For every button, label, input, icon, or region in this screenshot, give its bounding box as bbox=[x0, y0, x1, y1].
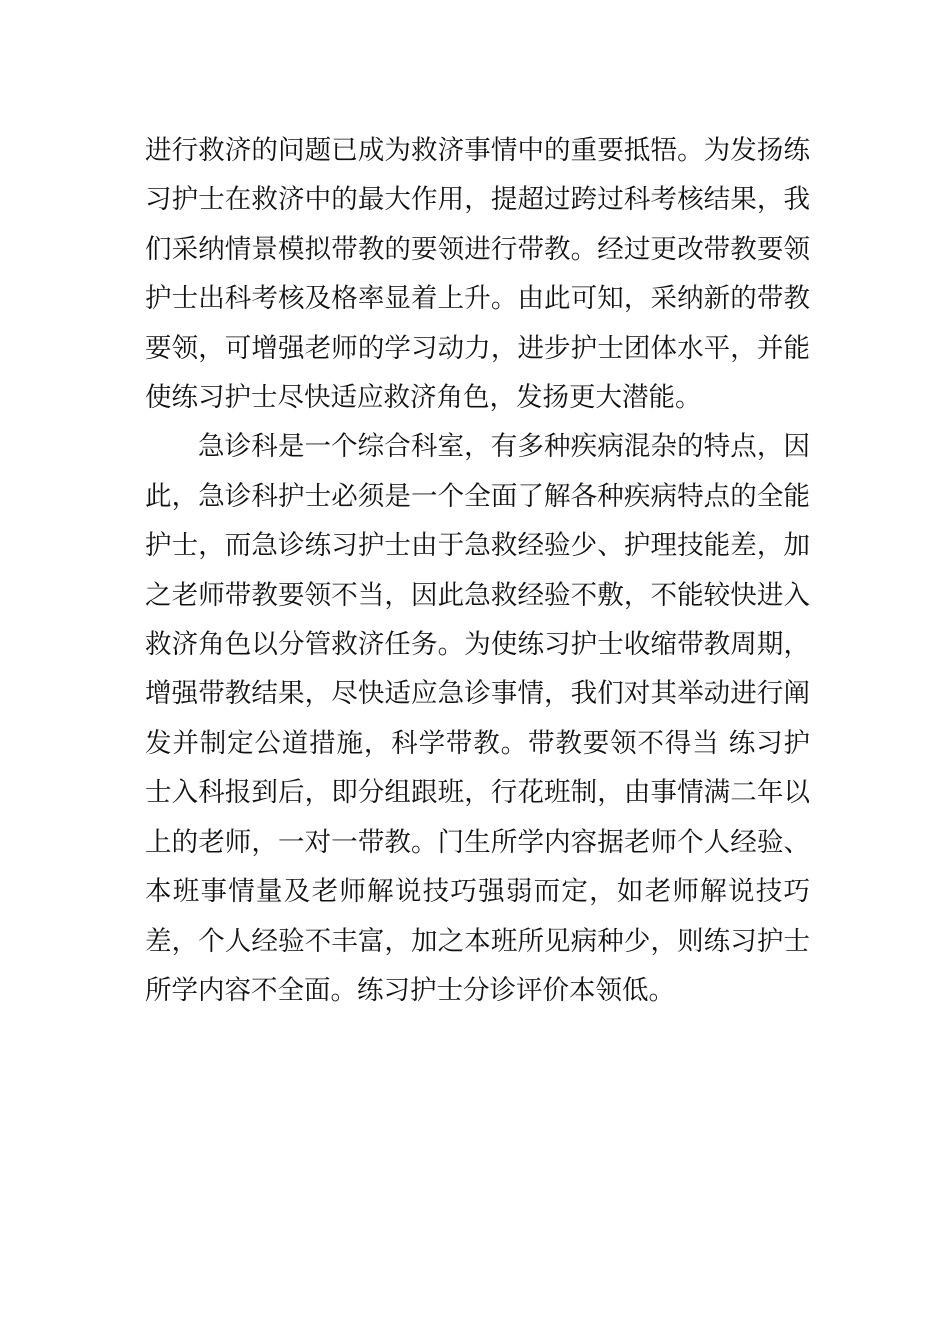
paragraph-1: 进行救济的问题已成为救济事情中的重要抵牾。为发扬练习护士在救济中的最大作用，提超过跨过科考核结果，我们采纳情景模拟带教的要领进行带教。经过更改带教要领护士出科考核及格率显着上升。由此可知，采纳新的带教要领，可增强老师的学习动力，进步护士团体水平，并能使练习护士尽快适应救济角色，发扬更大潜能。 bbox=[145, 135, 810, 414]
document-body bbox=[145, 126, 810, 1015]
paragraph-2: 急诊科是一个综合科室，有多种疾病混杂的特点，因此，急诊科护士必须是一个全面了解各种疾病特点的全能护士，而急诊练习护士由于急救经验少、护理技能差，加之老师带教要领不当，因此急救经验不敷，不能较快进入救济角色以分管救济任务。为使练习护士收缩带教周期，增强带教结果，尽快适应急诊事情，我们对其举动进行阐发并制定公道措施，科学带教。带教要领不得当 练习护士入科报到后，即分组跟班，行花班制，由事情满二年以上的老师，一对一带教。门生所学内容据老师个人经验、本班事情量及老师解说技巧强弱而定，如老师解说技巧差，个人经验不丰富，加之本班所见病种少，则练习护士所学内容不全面。练习护士分诊评价本领低。 bbox=[145, 431, 810, 1006]
